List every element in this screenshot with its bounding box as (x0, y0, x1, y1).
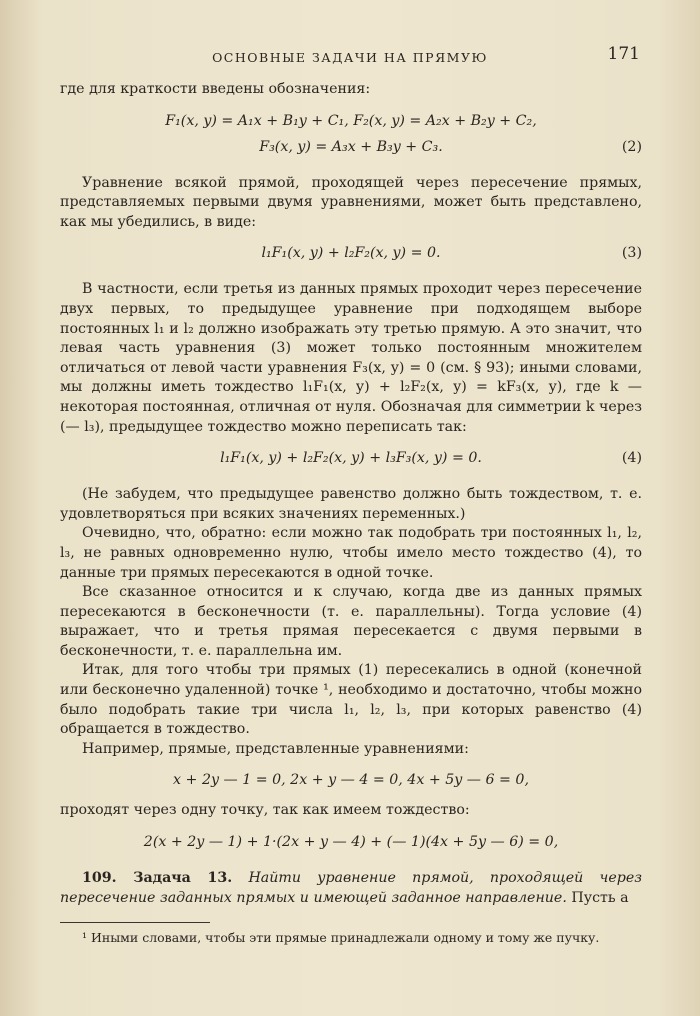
page-content (60, 80, 642, 947)
running-title: ОСНОВНЫЕ ЗАДАЧИ НА ПРЯМУЮ (212, 50, 488, 65)
task-paragraph (60, 869, 642, 908)
formula-3 (60, 240, 642, 266)
paragraph-identity: (Не забудем, что предыдущее равенство должно быть тождеством, т. е. удовлетворяться при всяких значениях переменных.) (60, 486, 642, 522)
formula-identity-text: 2(x + 2y — 1) + 1·(2x + y — 4) + (— 1)(4x + 5y — 6) = 0, (143, 834, 559, 851)
formula-4-number: (4) (621, 450, 642, 467)
formula-2-line2-text: F₃(x, y) = A₃x + B₃y + C₃. (259, 138, 443, 155)
paragraph-converse: Очевидно, что, обратно: если можно так подобрать три постоянных l₁, l₂, l₃, не равных одновременно нулю, чтобы имело место тождество (4), то данные три прямых пересекаются в одной точке. (60, 525, 642, 581)
formula-example-text: x + 2y — 1 = 0, 2x + y — 4 = 0, 4x + 5y — 6 = 0, (173, 772, 529, 789)
page-header (60, 44, 640, 68)
paragraph-infinity: Все сказанное относится и к случаю, когда две из данных прямых пересекаются в бесконечности (т. е. параллельны). Тогда условие (4) выражает, что и третья прямая пересекается с двумя первыми в бесконечности, т. е. параллельна им. (60, 584, 642, 659)
formula-2-line2 (60, 134, 642, 160)
paragraph-pencil: Уравнение всякой прямой, проходящей через пересечение прямых, представляемых первыми двумя уравнениями, может быть представлено, как мы убедились, в виде: (60, 174, 642, 230)
paragraph-example: Например, прямые, представленные уравнениями: (82, 740, 469, 757)
formula-2-number: (2) (621, 138, 642, 155)
task-heading: 109. Задача 13. (82, 870, 233, 887)
formula-example (60, 767, 642, 793)
page-number: 171 (607, 44, 640, 64)
intro-text: где для краткости введены обозначения: (60, 81, 371, 97)
paragraph-particular: В частности, если третья из данных прямых проходит через пересечение двух первых, то предыдущее уравнение при подходящем выборе постоянных l₁ и l₂ должно изображать эту третью прямую. А это значит, что левая часть уравнения (3) может только постоянным множителем отличаться от левой части уравнения F₃(x, y) = 0 (см. § 93); иными словами, мы должны иметь тождество l₁F₁(x, y) + l₂F₂(x, y) = kF₃(x, y), где k — некоторая постоянная, отличная от нуля. Обозначая для симметрии k через (— l₃), предыдущее тождество можно переписать так: (60, 281, 642, 435)
formula-4-text: l₁F₁(x, y) + l₂F₂(x, y) + l₃F₃(x, y) = 0. (220, 450, 482, 467)
task-statement: Найти уравнение прямой, проходящей через пересечение заданных прямых и имеющей заданное направление. (60, 870, 642, 906)
formula-2-line1-text: F₁(x, y) = A₁x + B₁y + C₁, F₂(x, y) = A₂x + B₂y + C₂, (165, 112, 537, 129)
formula-3-number: (3) (621, 245, 642, 262)
formula-4 (60, 445, 642, 471)
footnote-divider (60, 922, 210, 923)
formula-3-text: l₁F₁(x, y) + l₂F₂(x, y) = 0. (261, 245, 441, 262)
formula-2-line1 (60, 108, 642, 134)
paragraph-example-cont: проходят через одну точку, так как имеем тождество: (60, 802, 470, 819)
paragraph-conclusion: Итак, для того чтобы три прямых (1) пересекались в одной (конечной или бесконечно удаленной) точке ¹, необходимо и достаточно, чтобы можно было подобрать такие три числа l₁, l₂, l₃, при которых равенство (4) обращается в тождество. (60, 662, 642, 738)
task-tail: Пусть a (571, 889, 629, 906)
footnote: ¹ Иными словами, чтобы эти прямые принадлежали одному и тому же пучку. (82, 930, 600, 946)
formula-identity (60, 829, 642, 855)
